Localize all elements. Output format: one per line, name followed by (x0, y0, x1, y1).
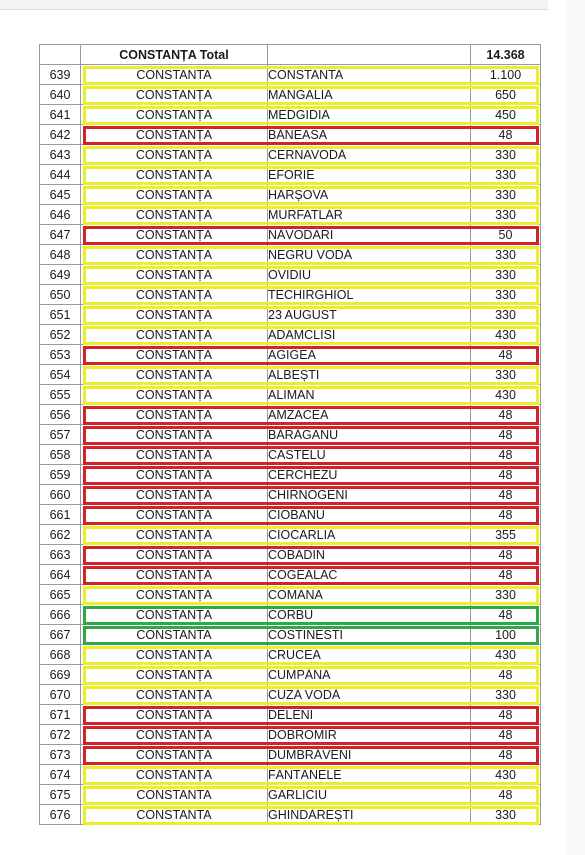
table-row (40, 485, 541, 505)
row-number-cell: 646 (40, 205, 81, 225)
row-number-cell: 660 (40, 485, 81, 505)
locality-cell: DOBROMIR (268, 725, 471, 745)
row-number-cell: 674 (40, 765, 81, 785)
locality-cell: COGEALAC (268, 565, 471, 585)
locality-cell: COBADIN (268, 545, 471, 565)
value-cell: 430 (471, 325, 541, 345)
locality-cell: MURFATLAR (268, 205, 471, 225)
county-cell: CONSTANȚA (81, 385, 268, 405)
county-cell: CONSTANȚA (81, 545, 268, 565)
row-number-cell: 644 (40, 165, 81, 185)
row-number-cell: 675 (40, 785, 81, 805)
value-cell: 450 (471, 105, 541, 125)
county-cell: CONSTANȚA (81, 205, 268, 225)
locality-cell: BĂRĂGANU (268, 425, 471, 445)
value-cell: 48 (471, 425, 541, 445)
county-cell: CONSTANȚA (81, 665, 268, 685)
locality-cell: ALBEȘTI (268, 365, 471, 385)
table-row (40, 805, 541, 825)
locality-cell: CONSTANTA (268, 65, 471, 85)
total-row (40, 45, 541, 65)
county-cell: CONSTANȚA (81, 445, 268, 465)
county-cell: CONSTANȚA (81, 85, 268, 105)
locality-cell: CIOCÂRLIA (268, 525, 471, 545)
value-cell: 430 (471, 385, 541, 405)
county-cell: CONSTANȚA (81, 525, 268, 545)
locality-cell: OVIDIU (268, 265, 471, 285)
county-cell: CONSTANȚA (81, 265, 268, 285)
row-number-cell: 650 (40, 285, 81, 305)
table-row (40, 325, 541, 345)
allocation-table (39, 44, 541, 825)
locality-cell: CORBU (268, 605, 471, 625)
value-cell: 330 (471, 585, 541, 605)
county-cell: CONSTANȚA (81, 285, 268, 305)
table-row (40, 265, 541, 285)
row-number-cell: 641 (40, 105, 81, 125)
county-cell: CONSTANȚA (81, 225, 268, 245)
value-cell: 48 (471, 445, 541, 465)
locality-cell: CUZA VODĂ (268, 685, 471, 705)
total-label-cell: CONSTANȚA Total (81, 45, 268, 65)
county-cell: CONSTANTA (81, 805, 268, 825)
county-cell: CONSTANȚA (81, 125, 268, 145)
county-cell: CONSTANȚA (81, 485, 268, 505)
county-cell: CONSTANȚA (81, 165, 268, 185)
county-cell: CONSTANȚA (81, 325, 268, 345)
row-number-cell: 642 (40, 125, 81, 145)
value-cell: 330 (471, 185, 541, 205)
table-row (40, 545, 541, 565)
table-row (40, 705, 541, 725)
table-row (40, 345, 541, 365)
value-cell: 48 (471, 785, 541, 805)
row-number-cell: 648 (40, 245, 81, 265)
county-cell: CONSTANȚA (81, 725, 268, 745)
table-row (40, 85, 541, 105)
table-row (40, 785, 541, 805)
row-number-cell: 647 (40, 225, 81, 245)
county-cell: CONSTANȚA (81, 685, 268, 705)
value-cell: 50 (471, 225, 541, 245)
locality-cell: ADAMCLISI (268, 325, 471, 345)
value-cell: 355 (471, 525, 541, 545)
locality-cell: FÂNTÂNELE (268, 765, 471, 785)
value-cell: 1.100 (471, 65, 541, 85)
county-cell: CONSTANȚA (81, 345, 268, 365)
value-cell: 650 (471, 85, 541, 105)
table-row (40, 365, 541, 385)
county-cell: CONSTANȚA (81, 305, 268, 325)
table-row (40, 645, 541, 665)
row-number-cell: 640 (40, 85, 81, 105)
locality-cell: CERNAVODĂ (268, 145, 471, 165)
county-cell: CONSTANȚA (81, 605, 268, 625)
county-cell: CONSTANȚA (81, 645, 268, 665)
table-row (40, 585, 541, 605)
locality-cell: NEGRU VODĂ (268, 245, 471, 265)
value-cell: 430 (471, 645, 541, 665)
table-row (40, 305, 541, 325)
table-row (40, 665, 541, 685)
value-cell: 330 (471, 245, 541, 265)
row-number-cell: 669 (40, 665, 81, 685)
value-cell: 100 (471, 625, 541, 645)
row-number-cell: 673 (40, 745, 81, 765)
county-cell: CONSTANȚA (81, 145, 268, 165)
value-cell: 48 (471, 565, 541, 585)
row-number-cell: 654 (40, 365, 81, 385)
locality-cell: GHINDĂREȘTI (268, 805, 471, 825)
value-cell: 48 (471, 485, 541, 505)
row-number-cell: 676 (40, 805, 81, 825)
locality-cell: CUMPĂNA (268, 665, 471, 685)
row-number-cell: 668 (40, 645, 81, 665)
row-number-cell: 670 (40, 685, 81, 705)
total-number-cell (40, 45, 81, 65)
locality-cell: AMZACEA (268, 405, 471, 425)
value-cell: 48 (471, 505, 541, 525)
value-cell: 330 (471, 685, 541, 705)
value-cell: 330 (471, 285, 541, 305)
page-edge (565, 0, 585, 855)
locality-cell: CRUCEA (268, 645, 471, 665)
locality-cell: DUMBRĂVENI (268, 745, 471, 765)
locality-cell: GÂRLICIU (268, 785, 471, 805)
value-cell: 48 (471, 545, 541, 565)
row-number-cell: 652 (40, 325, 81, 345)
locality-cell: COMANA (268, 585, 471, 605)
county-cell: CONSTANȚA (81, 585, 268, 605)
county-cell: CONSTANȚA (81, 705, 268, 725)
value-cell: 330 (471, 805, 541, 825)
locality-cell: MANGALIA (268, 85, 471, 105)
table-row (40, 625, 541, 645)
total-locality-cell (268, 45, 471, 65)
table-row (40, 425, 541, 445)
value-cell: 330 (471, 165, 541, 185)
table-row (40, 225, 541, 245)
row-number-cell: 651 (40, 305, 81, 325)
county-cell: CONSTANȚA (81, 765, 268, 785)
locality-cell: CIOBANU (268, 505, 471, 525)
value-cell: 48 (471, 405, 541, 425)
county-cell: CONSTANȚA (81, 185, 268, 205)
value-cell: 48 (471, 465, 541, 485)
table-row (40, 525, 541, 545)
table-row (40, 685, 541, 705)
row-number-cell: 663 (40, 545, 81, 565)
top-bar (0, 0, 548, 10)
row-number-cell: 666 (40, 605, 81, 625)
value-cell: 48 (471, 745, 541, 765)
county-cell: CONSTANTA (81, 65, 268, 85)
locality-cell: COSTINESTI (268, 625, 471, 645)
county-cell: CONSTANȚA (81, 405, 268, 425)
row-number-cell: 657 (40, 425, 81, 445)
locality-cell: AGIGEA (268, 345, 471, 365)
table-row (40, 185, 541, 205)
county-cell: CONSTANȚA (81, 425, 268, 445)
table-row (40, 765, 541, 785)
county-cell: CONSTANȚA (81, 365, 268, 385)
table-row (40, 725, 541, 745)
table-row (40, 565, 541, 585)
row-number-cell: 662 (40, 525, 81, 545)
table-row (40, 605, 541, 625)
county-cell: CONSTANȚA (81, 565, 268, 585)
locality-cell: DELENI (268, 705, 471, 725)
value-cell: 48 (471, 665, 541, 685)
value-cell: 48 (471, 125, 541, 145)
row-number-cell: 672 (40, 725, 81, 745)
row-number-cell: 659 (40, 465, 81, 485)
locality-cell: ALIMAN (268, 385, 471, 405)
row-number-cell: 656 (40, 405, 81, 425)
locality-cell: TECHIRGHIOL (268, 285, 471, 305)
row-number-cell: 665 (40, 585, 81, 605)
row-number-cell: 653 (40, 345, 81, 365)
row-number-cell: 655 (40, 385, 81, 405)
county-cell: CONSTANȚA (81, 505, 268, 525)
locality-cell: NĂVODARI (268, 225, 471, 245)
table-body (40, 45, 541, 825)
row-number-cell: 658 (40, 445, 81, 465)
county-cell: CONSTANȚA (81, 105, 268, 125)
table-row (40, 285, 541, 305)
locality-cell: CERCHEZU (268, 465, 471, 485)
row-number-cell: 661 (40, 505, 81, 525)
table-row (40, 505, 541, 525)
table-row (40, 165, 541, 185)
locality-cell: HÂRȘOVA (268, 185, 471, 205)
value-cell: 48 (471, 705, 541, 725)
table-row (40, 245, 541, 265)
row-number-cell: 639 (40, 65, 81, 85)
locality-cell: BĂNEASA (268, 125, 471, 145)
county-cell: CONSTANȚA (81, 745, 268, 765)
row-number-cell: 649 (40, 265, 81, 285)
value-cell: 430 (471, 765, 541, 785)
county-cell: CONSTANTA (81, 785, 268, 805)
table-row (40, 465, 541, 485)
total-value-cell: 14.368 (471, 45, 541, 65)
row-number-cell: 664 (40, 565, 81, 585)
table-row (40, 205, 541, 225)
value-cell: 330 (471, 265, 541, 285)
table-row (40, 445, 541, 465)
row-number-cell: 667 (40, 625, 81, 645)
value-cell: 330 (471, 205, 541, 225)
row-number-cell: 645 (40, 185, 81, 205)
table-row (40, 65, 541, 85)
county-cell: CONSTANȚA (81, 465, 268, 485)
table-row (40, 405, 541, 425)
locality-cell: MEDGIDIA (268, 105, 471, 125)
row-number-cell: 671 (40, 705, 81, 725)
value-cell: 330 (471, 145, 541, 165)
value-cell: 48 (471, 345, 541, 365)
value-cell: 48 (471, 725, 541, 745)
table-row (40, 145, 541, 165)
locality-cell: CHIRNOGENI (268, 485, 471, 505)
table-row (40, 105, 541, 125)
table-row (40, 385, 541, 405)
county-cell: CONSTANȚA (81, 245, 268, 265)
county-cell: CONSTANTA (81, 625, 268, 645)
value-cell: 330 (471, 365, 541, 385)
locality-cell: 23 AUGUST (268, 305, 471, 325)
value-cell: 330 (471, 305, 541, 325)
locality-cell: CASTELU (268, 445, 471, 465)
table-row (40, 125, 541, 145)
table-row (40, 745, 541, 765)
row-number-cell: 643 (40, 145, 81, 165)
value-cell: 48 (471, 605, 541, 625)
locality-cell: EFORIE (268, 165, 471, 185)
